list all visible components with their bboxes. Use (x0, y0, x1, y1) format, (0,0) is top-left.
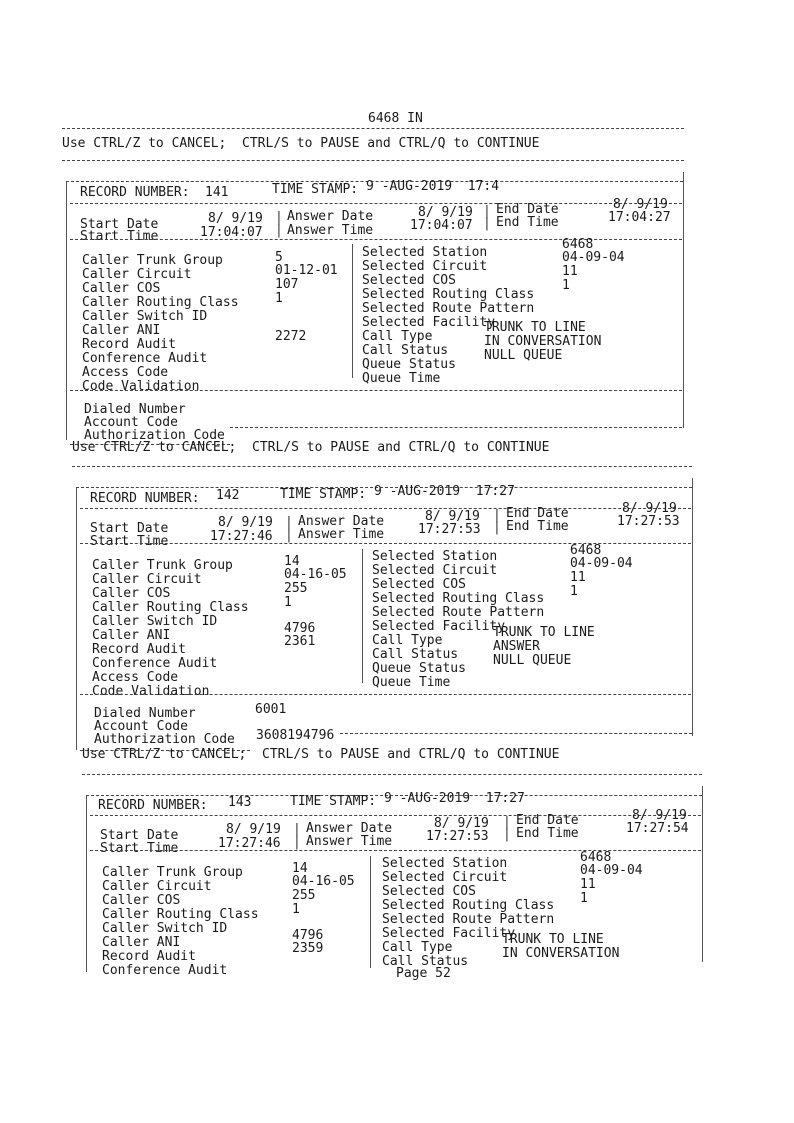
start-date-value: 8/ 9/19 (226, 822, 281, 837)
selected-cos-label: Selected COS (372, 577, 466, 592)
divider (82, 774, 702, 775)
record-audit-label: Record Audit (102, 949, 196, 964)
column-separator (352, 244, 353, 378)
authorization-code-label: Authorization Code (94, 732, 235, 747)
instruction-line: Use CTRL/Z to CANCEL; CTRL/S to PAUSE and CTRL/Q to CONTINUE (82, 747, 560, 762)
caller-trunk-group-value: 5 (275, 250, 283, 265)
column-separator: | (275, 223, 283, 238)
record-audit-value: 2361 (284, 634, 316, 649)
queue-status-value: NULL QUEUE (484, 348, 563, 363)
caller-circuit-value: 01-12-01 (275, 263, 338, 278)
caller-trunk-group-value: 14 (284, 554, 300, 569)
answer-time-label: Answer Time (298, 527, 385, 542)
caller-ani-value: 4796 (292, 928, 324, 943)
time-stamp-value: 9 -AUG-2019 17:27 (384, 791, 525, 806)
record-border-right (702, 786, 703, 962)
caller-circuit-label: Caller Circuit (82, 267, 192, 282)
column-separator (370, 856, 371, 968)
selected-station-label: Selected Station (362, 245, 488, 260)
end-time-label: End Time (506, 519, 569, 534)
caller-ani-value: 4796 (284, 621, 316, 636)
caller-ani-label: Caller ANI (92, 628, 171, 643)
end-date-value: 8/ 9/19 (632, 808, 687, 823)
record-border-right (683, 172, 684, 428)
record-number-value: 142 (216, 488, 240, 503)
selected-routing-class-label: Selected Routing Class (362, 287, 535, 302)
answer-time-value: 17:27:53 (426, 829, 489, 844)
selected-cos-label: Selected COS (362, 273, 456, 288)
instruction-line: Use CTRL/Z to CANCEL; CTRL/S to PAUSE and CTRL/Q to CONTINUE (62, 136, 540, 151)
account-code-label: Account Code (84, 415, 178, 430)
column-separator: | (493, 520, 501, 535)
end-date-label: End Date (506, 506, 569, 521)
caller-switch-id-label: Caller Switch ID (102, 921, 228, 936)
selected-route-pattern-label: Selected Route Pattern (372, 605, 545, 620)
caller-routing-class-label: Caller Routing Class (92, 600, 249, 615)
selected-routing-class-value: 1 (570, 584, 578, 599)
call-status-value: IN CONVERSATION (502, 946, 620, 961)
record-border-right (692, 478, 693, 736)
column-separator: | (493, 508, 501, 523)
time-stamp-label: TIME STAMP: (290, 794, 377, 809)
caller-ani-label: Caller ANI (82, 323, 161, 338)
start-time-value: 17:27:46 (210, 529, 273, 544)
queue-time-label: Queue Time (362, 371, 441, 386)
instruction-line: Use CTRL/Z to CANCEL; CTRL/S to PAUSE and CTRL/Q to CONTINUE (72, 440, 550, 455)
authorization-code-label: Authorization Code (84, 428, 225, 443)
divider (80, 508, 691, 509)
selected-station-value: 6468 (580, 850, 612, 865)
divider (80, 694, 691, 695)
column-separator (362, 549, 363, 683)
end-time-value: 17:27:53 (617, 514, 680, 529)
record-audit-value: 2272 (275, 329, 307, 344)
time-stamp-label: TIME STAMP: (280, 487, 367, 502)
end-date-value: 8/ 9/19 (613, 197, 668, 212)
call-status-value: IN CONVERSATION (484, 334, 602, 349)
dialed-number-label: Dialed Number (84, 402, 186, 417)
call-status-value: ANSWER (493, 639, 540, 654)
selected-station-label: Selected Station (382, 856, 508, 871)
column-separator: | (503, 827, 511, 842)
column-separator: | (285, 515, 293, 530)
selected-station-label: Selected Station (372, 549, 498, 564)
call-status-label: Call Status (362, 343, 449, 358)
time-stamp-label: TIME STAMP: (272, 182, 359, 197)
selected-routing-class-label: Selected Routing Class (382, 898, 555, 913)
authorization-code-value: 3608194796 (256, 728, 335, 743)
dialed-number-label: Dialed Number (94, 706, 196, 721)
selected-station-value: 6468 (570, 543, 602, 558)
selected-circuit-label: Selected Circuit (372, 563, 498, 578)
start-date-label: Start Date (90, 521, 169, 536)
divider (340, 733, 692, 734)
caller-trunk-group-label: Caller Trunk Group (92, 558, 233, 573)
start-date-label: Start Date (100, 828, 179, 843)
record-border-left (76, 488, 77, 750)
record-audit-label: Record Audit (82, 337, 176, 352)
queue-status-value: NULL QUEUE (493, 653, 572, 668)
start-time-label: Start Time (90, 534, 169, 549)
start-date-label: Start Date (80, 217, 159, 232)
start-time-value: 17:04:07 (200, 225, 263, 240)
queue-status-label: Queue Status (362, 357, 456, 372)
answer-time-value: 17:04:07 (410, 218, 473, 233)
selected-cos-value: 11 (570, 570, 586, 585)
caller-routing-class-value: 1 (292, 902, 300, 917)
record-border-left (66, 182, 67, 440)
caller-cos-label: Caller COS (82, 281, 161, 296)
code-validation-label: Code Validation (92, 684, 210, 699)
end-time-label: End Time (496, 215, 559, 230)
selected-facility-label: Selected Facility (382, 926, 516, 941)
selected-station-value: 6468 (562, 237, 594, 252)
time-stamp-value: 9 -AUG-2019 17:4 (366, 179, 500, 194)
call-type-value: TRUNK TO LINE (484, 320, 586, 335)
account-code-label: Account Code (94, 719, 188, 734)
answer-date-label: Answer Date (298, 514, 385, 529)
selected-routing-class-value: 1 (580, 891, 588, 906)
divider (70, 390, 682, 391)
answer-time-label: Answer Time (306, 834, 393, 849)
end-date-label: End Date (516, 813, 579, 828)
record-number-value: 143 (228, 795, 252, 810)
caller-switch-id-label: Caller Switch ID (92, 614, 218, 629)
start-date-value: 8/ 9/19 (218, 515, 273, 530)
answer-date-label: Answer Date (306, 821, 393, 836)
record-number-label: RECORD NUMBER: (80, 185, 190, 200)
column-separator: | (503, 815, 511, 830)
time-stamp-value: 9 -AUG-2019 17:27 (374, 484, 515, 499)
selected-cos-value: 11 (562, 264, 578, 279)
call-type-value: TRUNK TO LINE (493, 625, 595, 640)
column-separator: | (483, 216, 491, 231)
selected-circuit-label: Selected Circuit (362, 259, 488, 274)
conference-audit-label: Conference Audit (82, 351, 208, 366)
end-time-value: 17:27:54 (626, 821, 689, 836)
caller-routing-class-value: 1 (284, 595, 292, 610)
divider (70, 203, 682, 204)
selected-cos-value: 11 (580, 877, 596, 892)
caller-routing-class-label: Caller Routing Class (82, 295, 239, 310)
selected-circuit-value: 04-09-04 (570, 556, 633, 571)
caller-cos-value: 255 (292, 888, 316, 903)
end-time-value: 17:04:27 (608, 210, 671, 225)
answer-date-value: 8/ 9/19 (425, 509, 480, 524)
selected-route-pattern-label: Selected Route Pattern (382, 912, 555, 927)
selected-routing-class-value: 1 (562, 278, 570, 293)
divider (62, 128, 684, 129)
selected-route-pattern-label: Selected Route Pattern (362, 301, 535, 316)
call-type-value: TRUNK TO LINE (502, 932, 604, 947)
start-time-value: 17:27:46 (218, 836, 281, 851)
start-time-label: Start Time (100, 841, 179, 856)
queue-status-label: Queue Status (372, 661, 466, 676)
column-separator: | (285, 528, 293, 543)
start-date-value: 8/ 9/19 (208, 211, 263, 226)
answer-time-label: Answer Time (287, 223, 374, 238)
end-date-label: End Date (496, 202, 559, 217)
record-number-label: RECORD NUMBER: (90, 491, 200, 506)
caller-switch-id-label: Caller Switch ID (82, 309, 208, 324)
caller-ani-label: Caller ANI (102, 935, 181, 950)
caller-circuit-value: 04-16-05 (284, 567, 347, 582)
column-separator: | (293, 835, 301, 850)
record-number-value: 141 (205, 185, 229, 200)
call-type-label: Call Type (372, 633, 443, 648)
selected-circuit-label: Selected Circuit (382, 870, 508, 885)
divider (72, 466, 692, 467)
conference-audit-label: Conference Audit (92, 656, 218, 671)
page-number: Page 52 (396, 966, 451, 981)
selected-facility-label: Selected Facility (362, 315, 496, 330)
queue-time-label: Queue Time (372, 675, 451, 690)
caller-cos-label: Caller COS (102, 893, 181, 908)
divider (230, 427, 682, 428)
call-type-label: Call Type (362, 329, 433, 344)
caller-circuit-label: Caller Circuit (92, 572, 202, 587)
end-date-value: 8/ 9/19 (622, 501, 677, 516)
answer-date-label: Answer Date (287, 209, 374, 224)
start-time-label: Start Time (80, 229, 159, 244)
call-status-label: Call Status (382, 954, 469, 969)
record-audit-label: Record Audit (92, 642, 186, 657)
divider (62, 160, 684, 161)
record-border-left (86, 796, 87, 972)
selected-routing-class-label: Selected Routing Class (372, 591, 545, 606)
caller-trunk-group-label: Caller Trunk Group (102, 865, 243, 880)
column-separator: | (293, 822, 301, 837)
answer-date-value: 8/ 9/19 (418, 205, 473, 220)
conference-audit-label: Conference Audit (102, 963, 228, 978)
caller-trunk-group-label: Caller Trunk Group (82, 253, 223, 268)
caller-routing-class-value: 1 (275, 291, 283, 306)
call-status-label: Call Status (372, 647, 459, 662)
access-code-label: Access Code (82, 365, 169, 380)
caller-routing-class-label: Caller Routing Class (102, 907, 259, 922)
call-type-label: Call Type (382, 940, 453, 955)
answer-date-value: 8/ 9/19 (434, 816, 489, 831)
answer-time-value: 17:27:53 (418, 522, 481, 537)
selected-facility-label: Selected Facility (372, 619, 506, 634)
caller-trunk-group-value: 14 (292, 861, 308, 876)
dialed-number-value: 6001 (255, 702, 287, 717)
selected-cos-label: Selected COS (382, 884, 476, 899)
divider (90, 815, 701, 816)
caller-cos-value: 255 (284, 581, 308, 596)
page-title: 6468 IN (368, 111, 423, 126)
end-time-label: End Time (516, 826, 579, 841)
selected-circuit-value: 04-09-04 (580, 863, 643, 878)
code-validation-label: Code Validation (82, 379, 200, 394)
column-separator: | (483, 204, 491, 219)
caller-circuit-label: Caller Circuit (102, 879, 212, 894)
caller-cos-value: 107 (275, 277, 299, 292)
caller-circuit-value: 04-16-05 (292, 874, 355, 889)
caller-cos-label: Caller COS (92, 586, 171, 601)
record-audit-value: 2359 (292, 941, 324, 956)
column-separator: | (275, 210, 283, 225)
record-number-label: RECORD NUMBER: (98, 798, 208, 813)
access-code-label: Access Code (92, 670, 179, 685)
selected-circuit-value: 04-09-04 (562, 250, 625, 265)
